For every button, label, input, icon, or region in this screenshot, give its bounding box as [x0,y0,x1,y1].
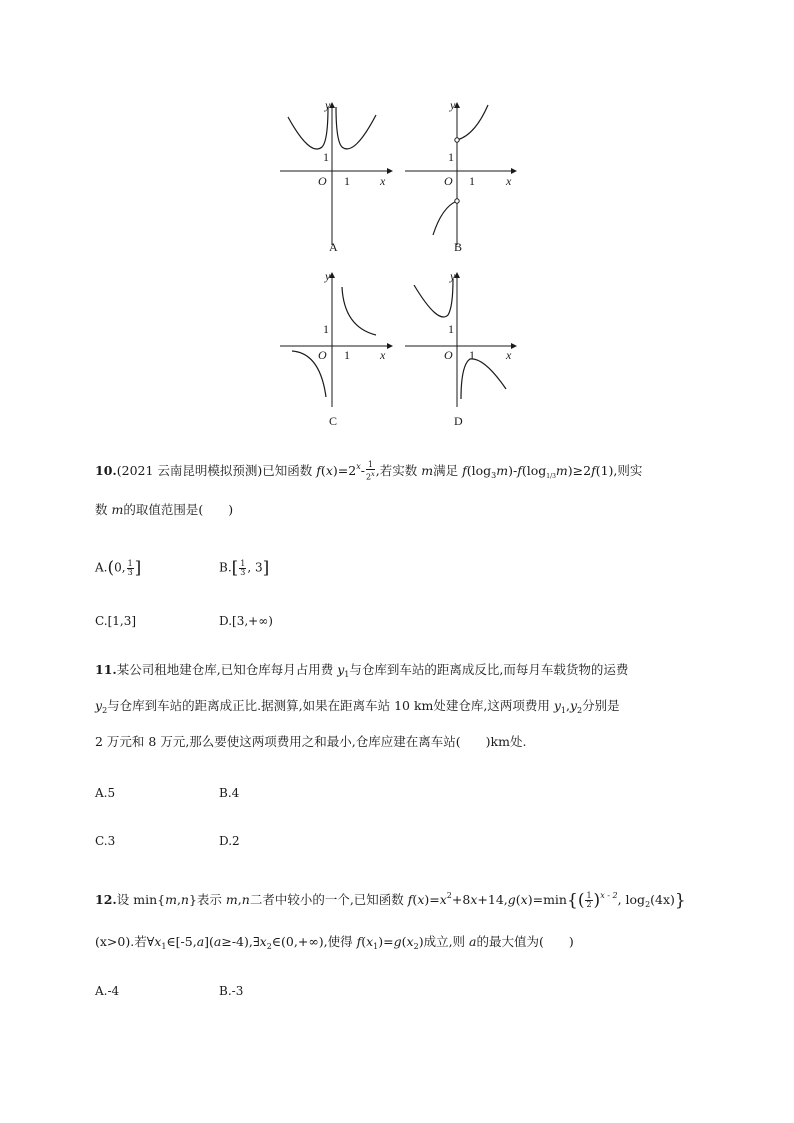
q12-var: x [259,934,267,949]
q12-text: (4x) [650,892,675,907]
q12-var: n [241,892,250,907]
q10-option-b-num: 1 [240,558,246,568]
q12-paren-open: ( [577,890,585,911]
q12-var: x [417,892,425,907]
q12-text: ]( [204,934,214,949]
q11-subscript: 1 [560,706,566,715]
q10-text: 的取值范围是( ) [123,502,234,517]
q10-text: (log [466,463,492,478]
graph-c-origin: O [318,348,327,362]
graph-c [280,273,392,407]
q12-var: x [520,892,528,907]
q10-var: f [591,463,596,478]
q10-text: ( [320,463,326,478]
q11-text: 某公司租地建仓库,已知仓库每月占用费 [116,662,338,677]
q10-option-a-fraction [127,560,134,577]
q12-subscript: 2 [266,942,272,951]
q12-text: )=min [527,892,567,907]
q10-option-b-label: B. [219,560,232,575]
q11-option-d[interactable]: D.2 [219,834,240,848]
q10-option-a[interactable] [95,558,141,578]
q12-square: 2 [446,891,452,900]
q12-text: ( [412,892,418,907]
graph-b-x-tick: 1 [469,174,475,188]
q12-var: a [469,934,477,949]
q12-var: a [213,934,222,949]
graph-d-x-label: x [506,348,512,362]
q12-half-den: 2 [586,900,592,909]
q11-text: 与仓库到车站的距离成反比,而每月车载货物的运费 [349,662,629,677]
graph-c-x-label: x [380,348,386,362]
q10-option-b-tail: , 3 [247,560,263,575]
q12-half-fraction [585,892,592,909]
q12-text: )= [378,934,394,949]
q12-var: x [366,934,374,949]
graph-d [405,273,516,407]
q12-var: g [507,892,516,907]
graph-b-y-tick: 1 [448,150,454,164]
graph-b-origin: O [444,174,453,188]
graph-c-x-tick: 1 [344,348,350,362]
q10-var: f [316,463,321,478]
q10-option-a-paren: ( [107,558,115,578]
q10-var: x [325,463,333,478]
q10-option-b-den: 3 [240,567,246,577]
graph-c-y-label: y [325,269,331,283]
q10-text: )=2 [332,463,357,478]
q10-exponent: x [356,462,361,471]
q10-var: f [517,463,522,478]
q10-text: 已知函数 [262,463,317,478]
graph-a [280,103,392,245]
q10-var: f [462,463,467,478]
q11-line1 [95,661,628,684]
graph-b-caption: B [454,240,463,254]
q12-var: x [470,892,478,907]
q10-text: )≥2 [567,463,592,478]
graphs-svg [270,95,530,435]
q10-frac-num: 1 [367,460,373,470]
graph-c-y-tick: 1 [323,322,329,336]
q12-log-base: 2 [645,900,651,909]
q11-line2 [95,697,620,720]
q12-var: m [225,892,238,907]
q12-var: f [356,934,362,949]
q12-text: ( [401,934,407,949]
q10-log-base-frac: 1/3 [546,473,556,480]
q11-line3: 2 万元和 8 万元,那么要使这两项费用之和最小,仓库应建在离车站( )km处. [95,734,527,749]
q12-text: , [237,892,242,907]
q12-text: 设 min{ [116,892,166,907]
graph-a-y-label: y [325,98,331,112]
q10-var: m [421,463,434,478]
q11-option-c[interactable]: C.3 [95,834,116,848]
graph-b-y-label: y [450,98,456,112]
q11-option-b[interactable]: B.4 [219,786,240,800]
q12-var: x [406,934,414,949]
q10-option-a-num: 1 [127,558,133,568]
q12-text: ( [361,934,367,949]
q11-subscript: 1 [344,670,350,679]
q10-var: m [111,502,124,517]
q10-option-b-bracket-close: ] [262,558,270,578]
q12-text: (x>0).若∀ [95,934,155,949]
q11-text: , [566,698,570,713]
q10-var: m [555,463,568,478]
q12-line2 [95,933,574,956]
q10-option-b[interactable] [219,558,269,578]
q10-frac-den [366,470,375,482]
q10-text: ,若实数 [375,463,422,478]
q12-text: 二者中较小的一个,已知函数 [249,892,408,907]
q11-text: 与仓库到车站的距离成正比.据测算,如果在距离车站 10 km处建仓库,这两项费用 [107,698,554,713]
q12-var: g [393,934,402,949]
q12-line1 [95,887,686,914]
q10-option-b-bracket: [ [231,558,239,578]
q12-text: +8 [451,892,471,907]
graph-d-y-tick: 1 [448,322,454,336]
q10-option-b-fraction [239,560,246,577]
graph-d-y-label: y [450,269,456,283]
q11-var: y [337,662,345,677]
q10-frac-den-base: 2 [365,472,372,482]
q12-text: ( [515,892,521,907]
q10-option-a-bracket: ] [134,558,142,578]
q10-line1 [95,458,642,486]
q10-option-d[interactable]: D.[3,+∞) [219,614,273,628]
q10-option-c[interactable]: C.[1,3] [95,614,137,628]
q10-text: 满足 [433,463,463,478]
graph-a-x-label: x [380,174,386,188]
q11-option-a[interactable]: A.5 [95,786,116,800]
q12-var: a [196,934,205,949]
q10-text: )- [508,463,518,478]
q12-text: , log [617,892,646,907]
q12-half-num: 1 [586,891,592,900]
q12-var: f [407,892,413,907]
graph-a-caption: A [329,240,338,254]
q10-number: 10. [95,463,117,478]
graph-d-origin: O [444,348,453,362]
q12-subscript: 2 [413,942,419,951]
q12-brace-close: } [674,890,686,911]
q12-text: +14, [477,892,508,907]
q12-text: )成立,则 [418,934,470,949]
q10-text: - [360,463,365,478]
q10-option-a-body: 0, [114,560,126,575]
q12-text: }表示 [188,892,226,907]
graph-a-y-tick: 1 [323,150,329,164]
q11-var: y [553,698,561,713]
q11-var: y [569,698,578,713]
q12-text: ≥-4),∃ [221,934,260,949]
q10-var: m [496,463,509,478]
q12-text: 的最大值为( ) [476,934,574,949]
q10-frac-den-exp: x [371,470,375,479]
q12-text: ∈(0,+∞),使得 [271,934,357,949]
q12-number: 12. [95,892,117,907]
q10-option-a-den: 3 [127,567,133,577]
q12-var: n [180,892,189,907]
graph-a-x-tick: 1 [344,174,350,188]
q12-text: ∈[-5, [166,934,197,949]
q12-subscript: 1 [373,942,379,951]
q11-subscript: 2 [102,706,108,715]
graph-b-x-label: x [506,174,512,188]
graph-d-x-tick: 1 [469,348,475,362]
q12-exponent: x - 2 [600,891,618,900]
q12-option-a[interactable]: A.-4 [95,984,120,998]
q12-brace-open: { [566,890,578,911]
q10-text: (1),则实 [595,463,643,478]
q12-paren-close: ) [593,890,601,911]
q11-subscript: 2 [577,706,583,715]
q10-option-a-label: A. [95,560,108,575]
q10-text: 数 [95,502,112,517]
graph-a-origin: O [318,174,327,188]
q10-log-base: 3 [491,471,497,480]
q11-number: 11. [95,662,117,677]
graph-d-caption: D [454,414,463,428]
q12-text: , [176,892,181,907]
q10-source: (2021 云南昆明模拟预测) [116,463,263,478]
q10-fraction [366,461,375,482]
q12-var: m [165,892,177,907]
graph-c-caption: C [329,414,338,428]
q12-var: x [154,934,162,949]
q11-text: 分别是 [582,698,620,713]
q12-subscript: 1 [161,942,167,951]
graph-b [405,103,516,245]
function-graphs [270,95,530,435]
q12-text: )= [424,892,440,907]
q10-text: (log [521,463,547,478]
q12-var: x [439,892,447,907]
q11-var: y [95,698,103,713]
q10-line2 [95,501,233,519]
q12-option-b[interactable]: B.-3 [219,984,244,998]
